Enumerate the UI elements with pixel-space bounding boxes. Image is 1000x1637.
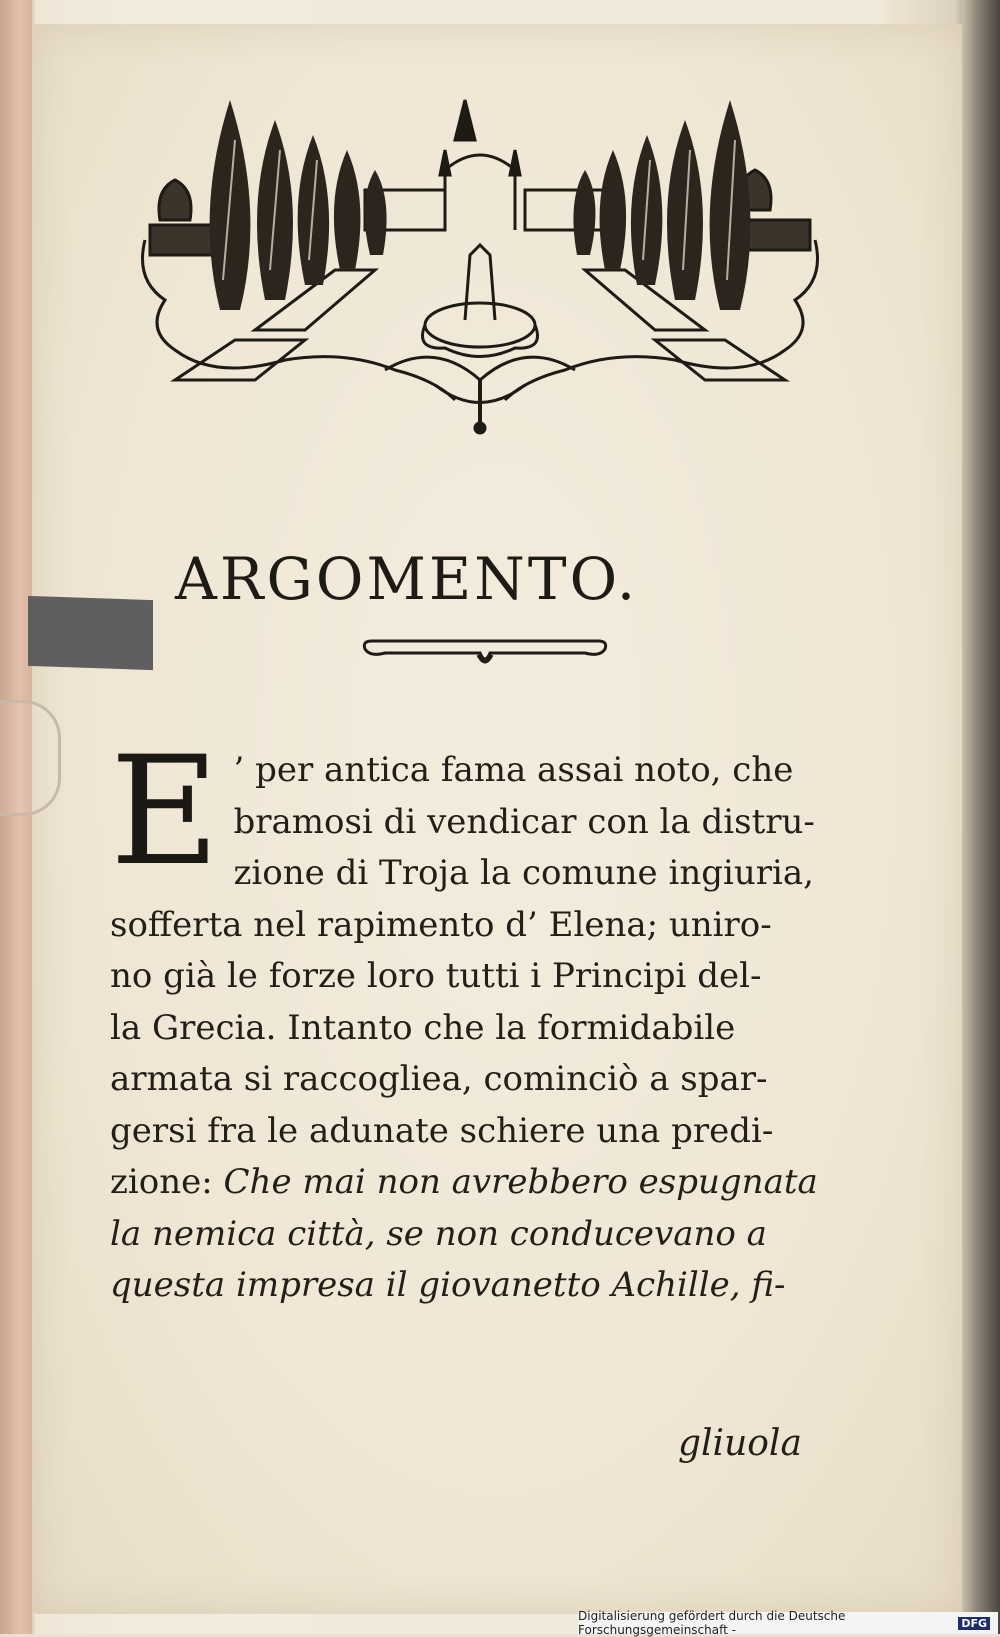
text-line-1: ’ per antica fama assai noto, che (233, 750, 794, 790)
footer-credit: Digitalisierung gefördert durch die Deutsche Forschungsgemeinschaft - (578, 1609, 846, 1637)
text-line-9 (110, 1157, 855, 1209)
text-line-9-italic: Che mai non avrebbero espugnata (223, 1162, 818, 1202)
text-line-11: questa impresa il giovanetto Achille, fi- (110, 1265, 786, 1305)
text-line-2: bramosi di vendicar con la distru- (233, 801, 815, 842)
page-clip (0, 700, 61, 816)
dfg-logo-icon: DFG (958, 1617, 990, 1630)
text-line-4: sofferta nel rapimento d’ Elena; uniro- (110, 904, 772, 945)
page-edge (962, 0, 1000, 1634)
text-line-6: la Grecia. Intanto che la formidabile (110, 1007, 736, 1048)
heading-rule-ornament (360, 635, 610, 671)
catchword: gliuola (678, 1423, 802, 1464)
page-heading: ARGOMENTO. (175, 545, 639, 613)
tape-patch (28, 596, 153, 670)
text-line-10: la nemica città, se non conducevano a (110, 1213, 767, 1254)
digitization-footer (578, 1609, 998, 1637)
text-line-9-roman: zione: (110, 1162, 224, 1202)
binding-strip (0, 0, 32, 1634)
text-line-8: gersi fra le adunate schiere una predi- (110, 1110, 774, 1151)
body-text (110, 725, 855, 1312)
text-line-7: armata si raccogliea, cominciò a spar- (110, 1059, 768, 1099)
drop-cap: E (110, 725, 220, 899)
garden-vignette-ornament (135, 80, 825, 440)
text-line-5: no già le forze loro tutti i Principi del- (110, 956, 762, 996)
text-line-3: zione di Troja la comune ingiuria, (233, 853, 814, 893)
